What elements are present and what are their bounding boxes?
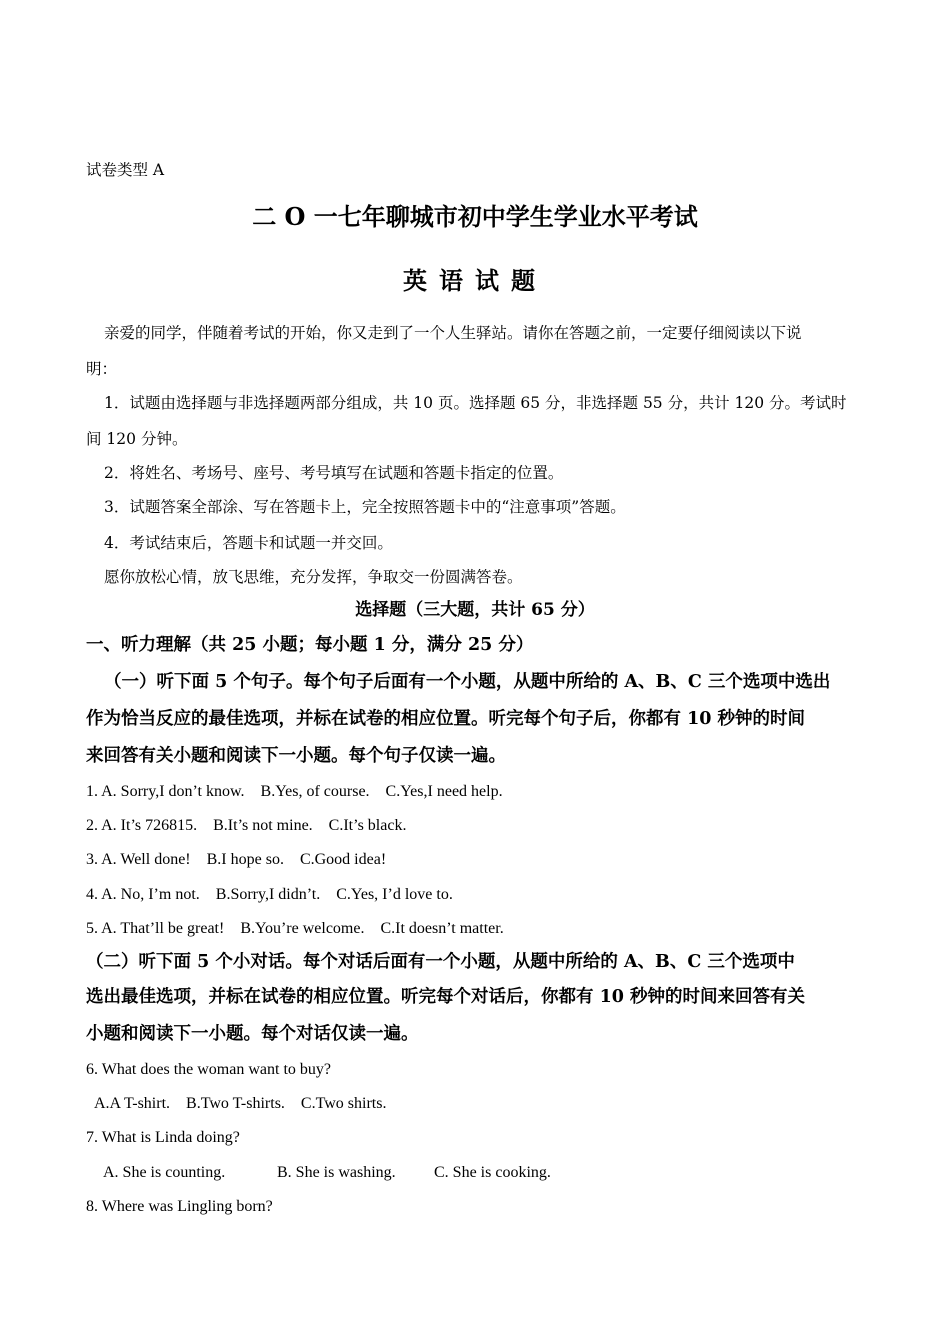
question-6: 6. What does the woman want to buy? [86, 1061, 331, 1078]
question-6-options: A.A T-shirt. B.Two T-shirts. C.Two shirts. [94, 1095, 387, 1112]
question-8: 8. Where was Lingling born? [86, 1198, 273, 1215]
intro-line-2: 明： [86, 360, 118, 378]
section-choice-heading: 选择题（三大题，共计 65 分） [355, 600, 595, 620]
question-7-option-c: C. She is cooking. [434, 1164, 551, 1181]
question-7-option-b: B. She is washing. [277, 1164, 396, 1181]
part1-sub2-line-1: （二）听下面 5 个小对话。每个对话后面有一个小题，从题中所给的 A、B、C 三个选项中 [86, 952, 795, 972]
question-4: 4. A. No, I’m not. B.Sorry,I didn’t. C.Yes, I’d love to. [86, 886, 453, 903]
question-7-option-a: A. She is counting. [103, 1164, 226, 1181]
question-3: 3. A. Well done! B.I hope so. C.Good idea! [86, 851, 387, 868]
instruction-1-line-1: 1．试题由选择题与非选择题两部分组成，共 10 页。选择题 65 分，非选择题 55 分，共计 120 分。考试时 [104, 394, 847, 412]
part1-sub1-line-1: （一）听下面 5 个句子。每个句子后面有一个小题，从题中所给的 A、B、C 三个选项中选出 [104, 672, 831, 692]
question-7: 7. What is Linda doing? [86, 1129, 240, 1146]
part1-heading: 一、听力理解（共 25 小题；每小题 1 分，满分 25 分） [86, 635, 534, 655]
instruction-4: 4．考试结束后，答题卡和试题一并交回。 [104, 534, 393, 552]
instruction-2: 2．将姓名、考场号、座号、考号填写在试题和答题卡指定的位置。 [104, 464, 564, 482]
instruction-3: 3．试题答案全部涂、写在答题卡上，完全按照答题卡中的“注意事项”答题。 [104, 498, 626, 516]
question-5: 5. A. That’ll be great! B.You’re welcome. C.It doesn’t matter. [86, 920, 504, 937]
part1-sub1-line-2: 作为恰当反应的最佳选项，并标在试卷的相应位置。听完每个句子后，你都有 10 秒钟的时间 [86, 709, 806, 729]
exam-title: 二 O 一七年聊城市初中学生学业水平考试 [252, 202, 698, 231]
paper-type: 试卷类型 A [86, 161, 165, 179]
part1-sub1-line-3: 来回答有关小题和阅读下一小题。每个句子仅读一遍。 [86, 746, 506, 766]
intro-line-1: 亲爱的同学，伴随着考试的开始，你又走到了一个人生驿站。请你在答题之前，一定要仔细阅读以下说 [104, 324, 802, 342]
wish-line: 愿你放松心情，放飞思维，充分发挥，争取交一份圆满答卷。 [104, 568, 523, 586]
instruction-1-line-2: 间 120 分钟。 [86, 430, 188, 448]
part1-sub2-line-3: 小题和阅读下一小题。每个对话仅读一遍。 [86, 1024, 419, 1044]
question-2: 2. A. It’s 726815. B.It’s not mine. C.It’s black. [86, 817, 407, 834]
part1-sub2-line-2: 选出最佳选项，并标在试卷的相应位置。听完每个对话后，你都有 10 秒钟的时间来回答有关 [86, 987, 806, 1007]
subject-title: 英语试题 [403, 266, 547, 295]
question-1: 1. A. Sorry,I don’t know. B.Yes, of course. C.Yes,I need help. [86, 783, 503, 800]
